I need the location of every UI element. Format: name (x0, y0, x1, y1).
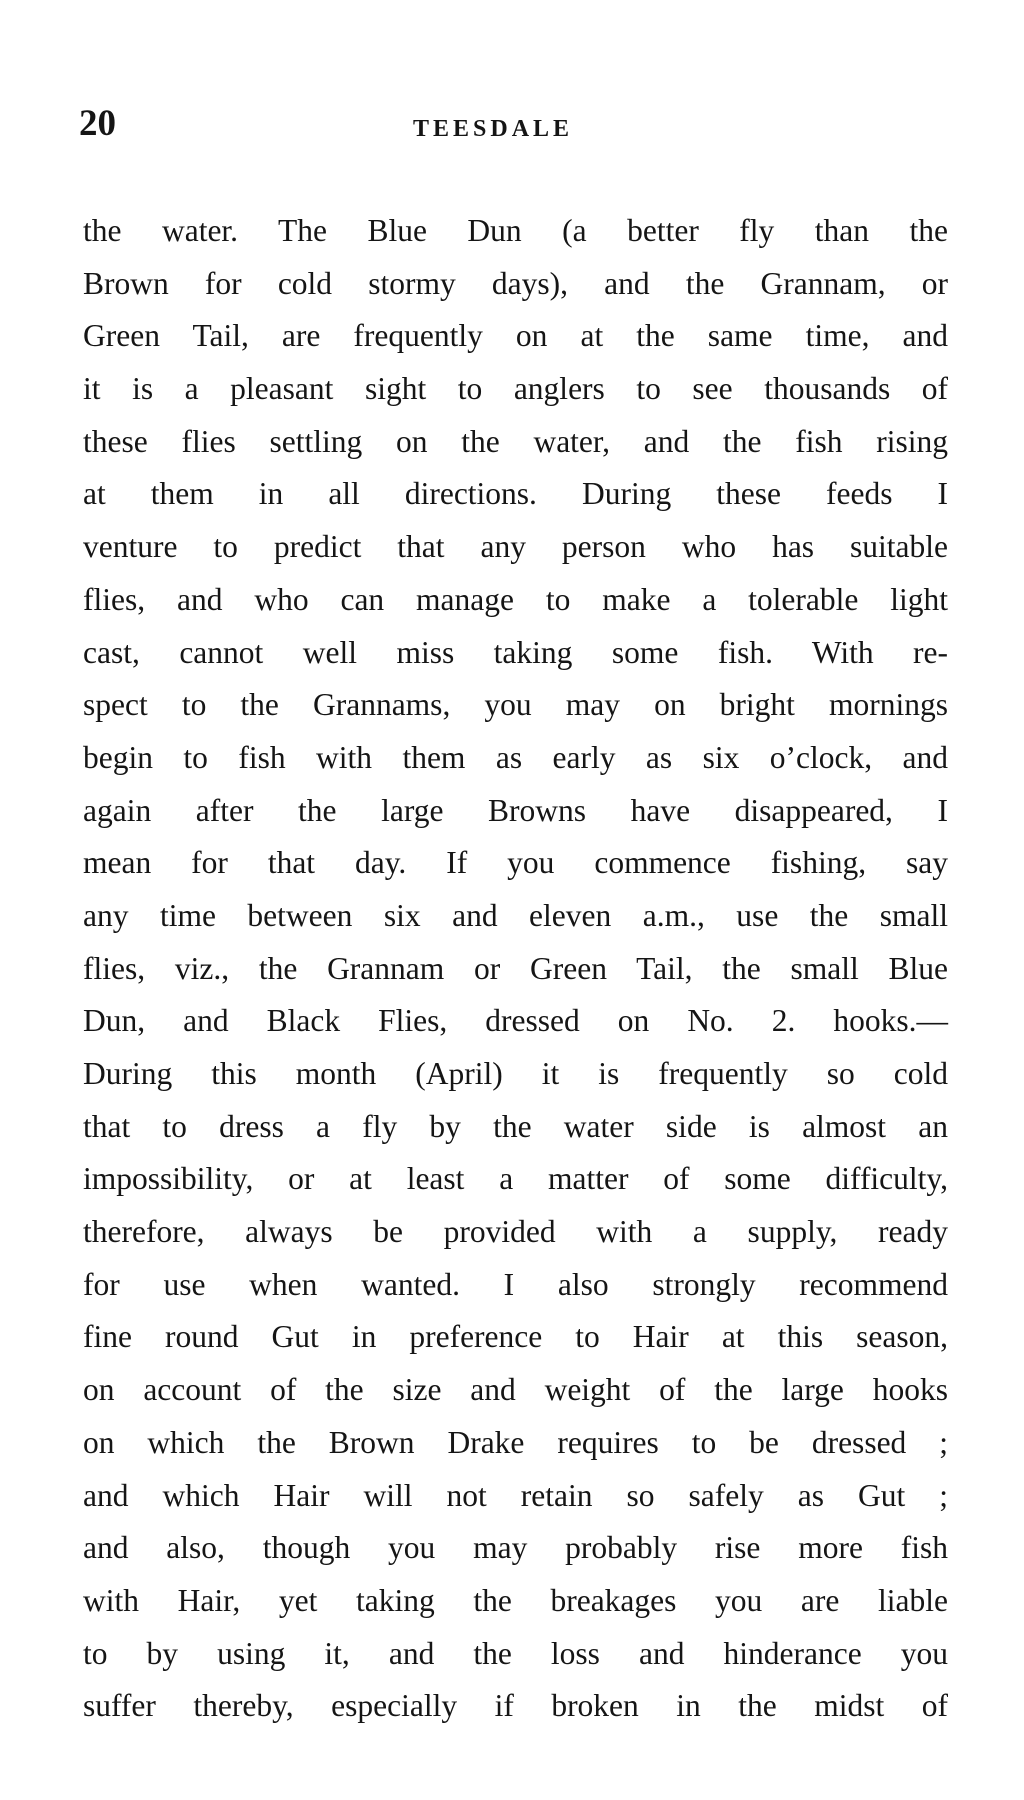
text-line: the water. The Blue Dun (a better fly than the (83, 213, 948, 248)
text-line: on which the Brown Drake requires to be dressed ; (83, 1424, 948, 1460)
page-header (79, 104, 959, 154)
text-line: cast, cannot well miss taking some fish. With re- (83, 634, 948, 670)
text-line: and also, though you may probably rise more fish (83, 1530, 948, 1566)
text-line: that to dress a fly by the water side is almost an (83, 1108, 948, 1144)
text-line: suffer thereby, especially if broken in the midst of (83, 1688, 948, 1724)
text-line: it is a pleasant sight to anglers to see thousands of (83, 371, 948, 407)
text-line: therefore, always be provided with a supply, ready (83, 1214, 948, 1250)
text-line: with Hair, yet taking the breakages you are liable (83, 1582, 948, 1618)
text-line: these flies settling on the water, and the fish rising (83, 423, 948, 459)
text-line: venture to predict that any person who has suitable (83, 529, 948, 565)
body-text (83, 205, 948, 1733)
text-line: and which Hair will not retain so safely as Gut ; (83, 1477, 948, 1513)
page-number: 20 (79, 103, 116, 144)
text-line: flies, viz., the Grannam or Green Tail, the small Blue (83, 950, 948, 986)
text-line: on account of the size and weight of the large hooks (83, 1372, 948, 1408)
text-line: Dun, and Black Flies, dressed on No. 2. hooks.— (83, 1003, 948, 1039)
text-line: Brown for cold stormy days), and the Grannam, or (83, 265, 948, 301)
text-line: at them in all directions. During these feeds I (83, 476, 948, 512)
text-line: fine round Gut in preference to Hair at this season, (83, 1319, 948, 1355)
text-line: any time between six and eleven a.m., use the small (83, 897, 948, 933)
text-line: mean for that day. If you commence fishing, say (83, 845, 948, 881)
text-line: During this month (April) it is frequently so cold (83, 1056, 948, 1091)
running-head: TEESDALE (413, 116, 574, 142)
text-line: flies, and who can manage to make a tolerable light (83, 581, 948, 617)
text-line: impossibility, or at least a matter of some difficulty, (83, 1161, 948, 1197)
text-line: again after the large Browns have disappeared, I (83, 792, 948, 828)
text-line: begin to fish with them as early as six o’clock, and (83, 739, 948, 775)
text-line: to by using it, and the loss and hinderance you (83, 1635, 948, 1671)
text-line: for use when wanted. I also strongly recommend (83, 1266, 948, 1302)
text-line: Green Tail, are frequently on at the same time, and (83, 318, 948, 354)
text-line: spect to the Grannams, you may on bright mornings (83, 687, 948, 723)
